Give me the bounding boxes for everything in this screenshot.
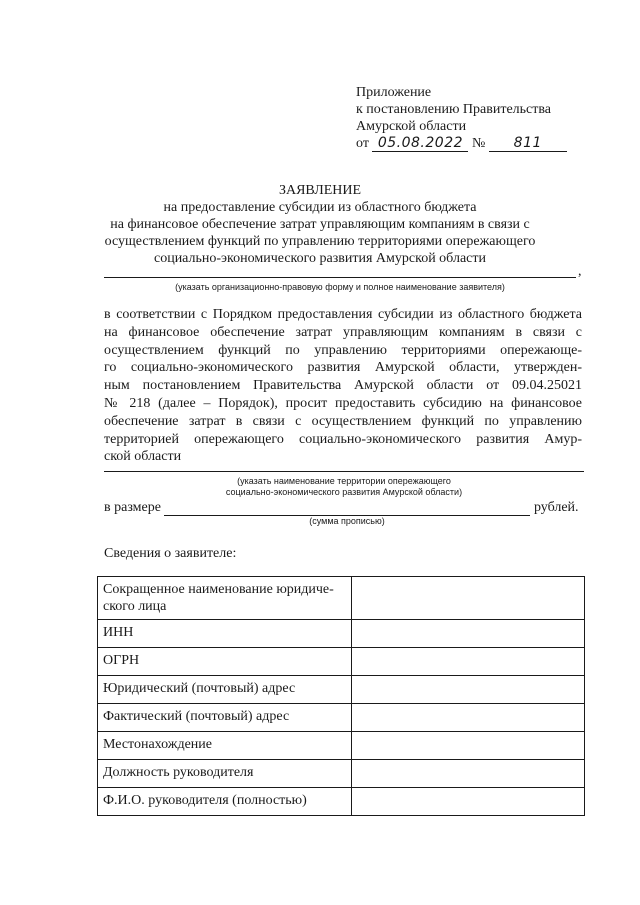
row-value-short-name[interactable] — [352, 577, 585, 620]
row-label-actual-address: Фактический (почтовый) адрес — [98, 704, 352, 732]
territory-caption — [104, 476, 584, 498]
title-line-3: осуществлением функций по управлению территориями опережающего — [104, 234, 536, 249]
title-heading: ЗАЯВЛЕНИЕ — [278, 183, 362, 198]
applicant-name-comma: , — [578, 264, 582, 279]
row-label-legal-address: Юридический (почтовый) адрес — [98, 676, 352, 704]
body-line: на финансовое обеспечение затрат управляющим компаниям в связи с — [104, 324, 582, 340]
table-row — [98, 760, 585, 788]
row-value-location[interactable] — [352, 732, 585, 760]
appendix-block — [356, 84, 567, 152]
row-label-inn: ИНН — [98, 620, 352, 648]
document-title — [0, 182, 640, 267]
table-row — [98, 676, 585, 704]
row-value-head-position[interactable] — [352, 760, 585, 788]
row-value-actual-address[interactable] — [352, 704, 585, 732]
body-line: обеспечение затрат в связи с осуществлением функций по управлению — [104, 413, 582, 429]
appendix-date-line — [356, 135, 567, 152]
appendix-line-2: к постановлению Правительства — [356, 102, 552, 117]
applicant-info-table — [97, 576, 585, 816]
title-line-4: социально-экономического развития Амурской области — [153, 251, 486, 266]
table-row — [98, 620, 585, 648]
body-line: ным постановлением Правительства Амурской области от 09.04.25021 — [104, 378, 582, 394]
territory-field[interactable] — [104, 455, 584, 471]
table-row — [98, 648, 585, 676]
amount-row — [104, 500, 582, 516]
territory-caption-line-1: (указать наименование территории опережающего — [237, 476, 451, 486]
territory-caption-line-2: социально-экономического развития Амурской области) — [225, 487, 463, 497]
decree-date: 05.08.2022 — [372, 136, 468, 152]
amount-suffix: рублей. — [533, 500, 579, 515]
body-line: осуществлением функций по управлению территориями опережающе- — [104, 342, 582, 358]
table-row — [98, 704, 585, 732]
amount-caption: (сумма прописью) — [309, 516, 385, 526]
table-row — [98, 732, 585, 760]
appendix-line-1: Приложение — [356, 85, 432, 100]
row-value-inn[interactable] — [352, 620, 585, 648]
row-label-ogrn: ОГРН — [98, 648, 352, 676]
row-value-head-name[interactable] — [352, 788, 585, 816]
territory-underline — [104, 471, 584, 472]
body-line: в соответствии с Порядком предоставления субсидии из областного бюджета — [104, 307, 582, 322]
row-value-legal-address[interactable] — [352, 676, 585, 704]
number-sign: № — [471, 136, 486, 151]
applicant-info-label: Сведения о заявителе: — [104, 546, 237, 561]
request-paragraph — [104, 306, 582, 466]
applicant-name-caption: (указать организационно-правовую форму и полное наименование заявителя) — [175, 282, 505, 292]
body-line: го социально-экономического развития Амурской области, утвержден- — [104, 360, 582, 376]
title-line-2: на финансовое обеспечение затрат управляющим компаниям в связи с — [110, 217, 530, 232]
applicant-name-field[interactable] — [104, 262, 576, 278]
title-line-1: на предоставление субсидии из областного бюджета — [163, 200, 477, 215]
table-row — [98, 788, 585, 816]
table-row — [98, 577, 585, 620]
appendix-line-3: Амурской области — [356, 119, 467, 134]
applicant-name-underline — [104, 277, 576, 278]
row-label-short-name: Сокращенное наименование юридиче- ского лица — [98, 577, 352, 620]
row-label-head-name: Ф.И.О. руководителя (полностью) — [98, 788, 352, 816]
body-line: № 218 (далее – Порядок), просит предоставить субсидию на финансовое — [104, 395, 582, 411]
amount-field[interactable] — [164, 500, 530, 516]
amount-prefix: в размере — [104, 500, 161, 515]
row-label-head-position: Должность руководителя — [98, 760, 352, 788]
decree-number: 811 — [489, 136, 567, 152]
body-line: территорией опережающего социально-экономического развития Амур- — [104, 431, 582, 447]
date-prefix: от — [356, 136, 369, 151]
row-value-ogrn[interactable] — [352, 648, 585, 676]
body-line: ской области — [104, 449, 182, 465]
row-label-location: Местонахождение — [98, 732, 352, 760]
